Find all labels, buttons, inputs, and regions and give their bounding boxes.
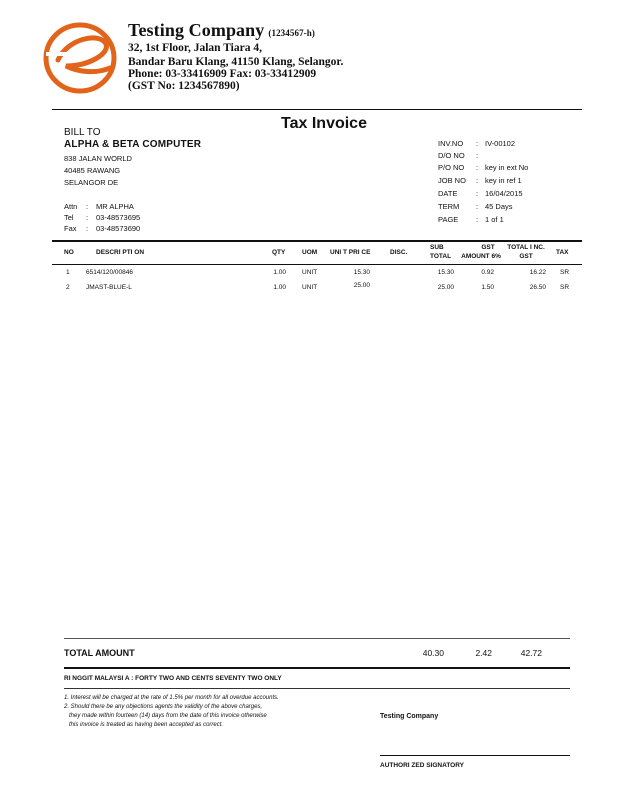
- table-header-divider: [52, 264, 582, 265]
- po-no-value: key in ext No: [485, 163, 529, 172]
- col-header-no: NO: [64, 249, 74, 256]
- table-top-border: [52, 240, 582, 242]
- col-header-gst: [456, 244, 506, 260]
- terms-line: 1. Interest will be charged at the rate of 1.5% per month for all overdue accounts.: [64, 695, 279, 701]
- table-cell-unit-price: 25.00: [353, 282, 370, 289]
- table-cell-no: 2: [66, 284, 70, 291]
- terms-line: they made within fourteen (14) days from the date of this invoice otherwise: [64, 713, 267, 719]
- customer-address-line: 838 JALAN WORLD: [64, 154, 132, 163]
- do-no-colon: :: [476, 151, 479, 160]
- invoice-info: [438, 139, 568, 223]
- table-cell-sub-total: 15.30: [437, 269, 454, 276]
- col-header-uom: UOM: [302, 249, 318, 256]
- table-cell-unit-price: 15.30: [353, 269, 370, 276]
- col-header-gst-line1: GST: [481, 244, 495, 251]
- table-cell-uom: UNIT: [302, 284, 318, 291]
- col-header-sub-line2: TOTAL: [430, 253, 452, 260]
- job-no-value: key in ref 1: [485, 176, 522, 185]
- totals-bottom-divider: [64, 667, 570, 669]
- tel-value: 03-48573695: [96, 213, 141, 222]
- date-label: DATE: [438, 189, 458, 198]
- table-cell-qty: 1.00: [273, 284, 286, 291]
- table-cell-tax: SR: [560, 284, 570, 291]
- inv-no-colon: :: [476, 139, 479, 148]
- table-cell-uom: UNIT: [302, 269, 318, 276]
- signature-company: Testing Company: [380, 713, 439, 720]
- e-logo-icon: [38, 10, 128, 100]
- table-cell-total-incl: 16.22: [529, 269, 546, 276]
- do-no-label: D/O NO: [438, 151, 465, 160]
- customer-address-line: SELANGOR DE: [64, 178, 119, 187]
- totals-top-divider: [64, 638, 570, 639]
- page-value: 1 of 1: [485, 215, 504, 224]
- table-cell-sub-total: 25.00: [437, 284, 454, 291]
- job-no-colon: :: [476, 176, 479, 185]
- page-label: PAGE: [438, 215, 459, 224]
- bill-to-heading: BILL TO: [64, 127, 101, 138]
- fax-value: 03-48573690: [96, 224, 141, 233]
- col-header-tax: TAX: [556, 249, 569, 256]
- company-address-line2: Bandar Baru Klang, 41150 Klang, Selangor.: [128, 56, 344, 68]
- attn-value: MR ALPHA: [96, 202, 134, 211]
- table-cell-description: 6514/120/00846: [86, 269, 133, 276]
- date-colon: :: [476, 189, 479, 198]
- attn-colon: :: [86, 202, 89, 211]
- fax-label: Fax: [64, 224, 77, 233]
- header-divider: [52, 109, 582, 110]
- col-header-qty: QTY: [272, 249, 286, 256]
- company-reg-no: (1234567-h): [268, 28, 315, 38]
- total-gst: 2.42: [475, 648, 492, 658]
- total-amount-label: TOTAL AMOUNT: [64, 648, 135, 658]
- tel-colon: :: [86, 213, 89, 222]
- words-divider: [64, 688, 570, 689]
- table-cell-no: 1: [66, 269, 70, 276]
- amount-in-words: RI NGGIT MALAYSI A : FORTY TWO AND CENTS SEVENTY TWO ONLY: [64, 675, 282, 682]
- date-value: 16/04/2015: [485, 189, 523, 198]
- po-no-label: P/O NO: [438, 163, 465, 172]
- col-header-gst-line2: AMOUNT 6%: [461, 253, 501, 260]
- table-cell-gst: 1.50: [481, 284, 494, 291]
- page-colon: :: [476, 215, 479, 224]
- company-name-text: Testing Company: [128, 20, 265, 40]
- term-label: TERM: [438, 202, 460, 211]
- total-sub-total: 40.30: [422, 648, 444, 658]
- customer-name: ALPHA & BETA COMPUTER: [64, 139, 202, 150]
- company-address-line1: 32, 1st Floor, Jalan Tiara 4,: [128, 42, 262, 54]
- company-name: [128, 20, 315, 41]
- po-no-colon: :: [476, 163, 479, 172]
- attn-label: Attn: [64, 202, 78, 211]
- table-cell-tax: SR: [560, 269, 570, 276]
- col-header-sub-line1: SUB: [430, 244, 444, 251]
- customer-address-line: 40485 RAWANG: [64, 166, 121, 175]
- table-cell-qty: 1.00: [273, 269, 286, 276]
- terms-line: 2. Should there be any objections agents the validity of the above charges,: [64, 704, 263, 710]
- company-phone-fax: Phone: 03-33416909 Fax: 03-33412909: [128, 68, 317, 80]
- signature-label: AUTHORI ZED SIGNATORY: [380, 762, 465, 769]
- job-no-label: JOB NO: [438, 176, 466, 185]
- term-colon: :: [476, 202, 479, 211]
- table-cell-total-incl: 26.50: [529, 284, 546, 291]
- document-title: Tax Invoice: [281, 115, 367, 132]
- table-cell-description: JMAST-BLUE-L: [86, 284, 132, 291]
- term-value: 45 Days: [485, 202, 513, 211]
- col-header-total-incl: [504, 244, 548, 260]
- col-header-total-line1: TOTAL I NC.: [507, 244, 545, 251]
- fax-colon: :: [86, 224, 89, 233]
- terms-line: this invoice is treated as having been accepted as correct.: [64, 722, 224, 728]
- inv-no-value: IV-00102: [485, 139, 516, 148]
- col-header-sub-total: [430, 244, 451, 260]
- col-header-description: DESCRI PTI ON: [96, 249, 145, 256]
- total-incl-gst: 42.72: [520, 648, 542, 658]
- col-header-disc: DISC.: [390, 249, 408, 256]
- company-gst-no: (GST No: 1234567890): [128, 80, 240, 92]
- col-header-unit-price: UNI T PRI CE: [330, 249, 371, 256]
- signature-line: [380, 755, 570, 756]
- inv-no-label: INV.NO: [438, 139, 464, 148]
- table-cell-gst: 0.92: [481, 269, 494, 276]
- tel-label: Tel: [64, 213, 74, 222]
- col-header-total-line2: GST: [519, 253, 533, 260]
